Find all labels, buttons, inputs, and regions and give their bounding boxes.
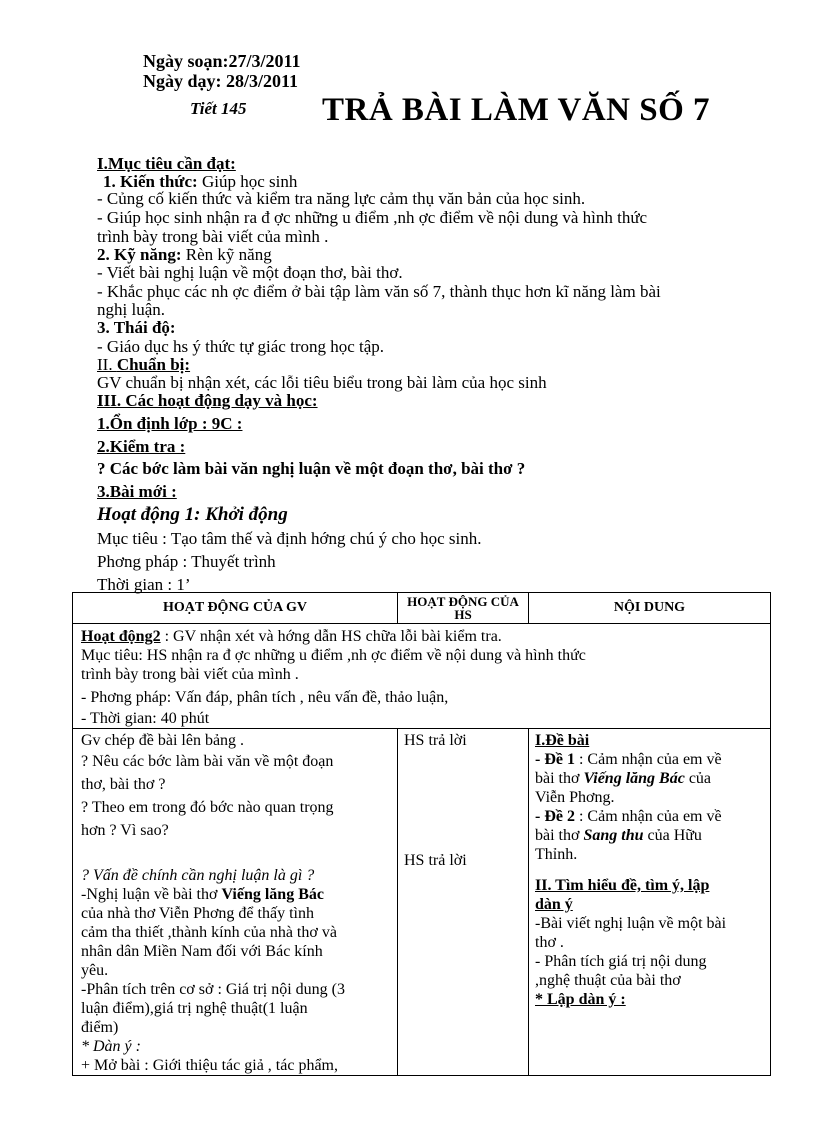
nd-de2-line3: Thỉnh. (535, 846, 578, 863)
td-line1: - Giáo dục hs ý thức tự giác trong học tập. (97, 337, 385, 356)
thoi-gian: Thời gian : 1’ (97, 575, 191, 594)
section1-heading: I.Mục tiêu cần đạt: (97, 154, 236, 173)
on-dinh-lop: 1.Ổn định lớp : 9C : (97, 414, 243, 433)
kn-line2: - Khắc phục các nh ợc điểm ở bài tập làm văn số 7, thành thục hơn kĩ năng làm bài (97, 282, 661, 301)
hoat-dong-1: Hoạt động 1: Khởi động (97, 504, 288, 525)
hs-answer: HS trả lời (404, 732, 467, 749)
kt-line3: trình bày trong bài viết của mình . (97, 227, 329, 246)
nd-lap-dan-y: * Lập dàn ý : (535, 991, 626, 1008)
nd-tim-line1: -Bài viết nghị luận về một bài (535, 915, 727, 932)
hoat-dong-2-row (73, 624, 771, 729)
nd-tim-line2: thơ . (535, 934, 564, 951)
nd-de1: - Đề 1 : Cảm nhận của em về (535, 751, 722, 768)
section2-heading: II. Chuẩn bị: (97, 355, 191, 374)
tiet: Tiết 145 (190, 99, 247, 118)
gv-line: ? Nêu các bớc làm bài văn về một đoạn (81, 753, 334, 770)
hd2-thoi-gian: - Thời gian: 40 phút (81, 710, 210, 727)
hd2-muc-tieu-1: Mục tiêu: HS nhận ra đ ợc những u điểm ,nh ợc điểm về nội dung và hình thức (81, 647, 586, 664)
gv-line: -Phân tích trên cơ sở : Giá trị nội dung (3 (81, 981, 345, 998)
phuong-phap: Phơng pháp : Thuyết trình (97, 552, 276, 571)
gv-line: Gv chép đề bài lên bảng . (81, 732, 245, 749)
kiem-tra: 2.Kiểm tra : (97, 437, 186, 456)
muc-tieu: Mục tiêu : Tạo tâm thế và định hớng chú ý cho học sinh. (97, 529, 482, 548)
nd-tim-hieu-1: II. Tìm hiểu đề, tìm ý, lập (535, 877, 710, 894)
question: ? Các bớc làm bài văn nghị luận về một đoạn thơ, bài thơ ? (97, 459, 526, 478)
kn-line3: nghị luận. (97, 300, 165, 319)
section2-line1: GV chuẩn bị nhận xét, các lỗi tiêu biểu trong bài làm của học sinh (97, 373, 547, 392)
section3-heading: III. Các hoạt động dạy và học: (97, 391, 318, 410)
hd2-title: Hoạt động2 : GV nhận xét và hớng dẫn HS chữa lỗi bài kiểm tra. (81, 628, 502, 645)
gv-line: của nhà thơ Viễn Phơng để thấy tình (81, 905, 314, 922)
ngay-soan: Ngày soạn:27/3/2011 (143, 51, 301, 71)
nd-de2: - Đề 2 : Cảm nhận của em về (535, 808, 722, 825)
bai-moi: 3.Bài mới : (97, 482, 177, 501)
kt-line2: - Giúp học sinh nhận ra đ ợc những u điểm ,nh ợc điểm về nội dung và hình thức (97, 208, 648, 227)
hs-activities (398, 729, 529, 1076)
thai-do: 3. Thái độ: (97, 318, 176, 337)
nd-de1-line3: Viễn Phơng. (535, 789, 615, 806)
noi-dung (529, 729, 771, 1076)
col-header-hs: HOẠT ĐỘNG CỦA HS (398, 593, 529, 624)
gv-line: nhân dân Miền Nam đối với Bác kính (81, 943, 323, 960)
kn-line1: - Viết bài nghị luận về một đoạn thơ, bài thơ. (97, 263, 403, 282)
gv-line: yêu. (81, 962, 109, 979)
gv-line: ? Theo em trong đó bớc nào quan trọng (81, 799, 334, 816)
nd-de2-line2: bài thơ Sang thu của Hữu (535, 827, 702, 844)
gv-line: cảm tha thiết ,thành kính của nhà thơ và (81, 924, 337, 941)
nd-de1-line2: bài thơ Viếng lăng Bác của (535, 770, 712, 787)
ngay-day: Ngày dạy: 28/3/2011 (143, 71, 299, 91)
ky-nang: 2. Kỹ năng: Rèn kỹ năng (97, 245, 272, 264)
col-header-noi-dung: NỘI DUNG (529, 593, 771, 624)
gv-line: luận điểm),giá trị nghệ thuật(1 luận (81, 1000, 308, 1017)
nd-tim-line3: - Phân tích giá trị nội dung (535, 953, 707, 970)
kt-line1: - Củng cố kiến thức và kiểm tra năng lực cảm thụ văn bản của học sinh. (97, 189, 586, 208)
nd-tim-hieu-2: dàn ý (535, 896, 573, 913)
hd2-muc-tieu-2: trình bày trong bài viết của mình . (81, 666, 299, 683)
gv-line: hơn ? Vì sao? (81, 822, 169, 839)
kien-thuc: 1. Kiến thức: Giúp học sinh (103, 172, 298, 191)
hs-answer: HS trả lời (404, 852, 467, 869)
gv-line: ? Vấn đề chính cần nghị luận là gì ? (81, 867, 315, 884)
nd-tim-line4: ,nghệ thuật của bài thơ (535, 972, 681, 989)
gv-line: + Mở bài : Giới thiệu tác giả , tác phẩm, (81, 1057, 338, 1074)
nd-de-bai: I.Đề bài (535, 732, 590, 749)
gv-line: thơ, bài thơ ? (81, 776, 166, 793)
col-header-gv: HOẠT ĐỘNG CỦA GV (73, 593, 398, 624)
gv-line: * Dàn ý : (81, 1038, 141, 1055)
gv-activities (73, 729, 398, 1076)
lesson-table (72, 592, 771, 1076)
gv-line: điểm) (81, 1019, 119, 1036)
hd2-phuong-phap: - Phơng pháp: Vấn đáp, phân tích , nêu vấn đề, thảo luận, (81, 689, 449, 706)
page-title: TRẢ BÀI LÀM VĂN SỐ 7 (322, 92, 711, 128)
gv-line: -Nghị luận về bài thơ Viếng lăng Bác (81, 886, 324, 903)
